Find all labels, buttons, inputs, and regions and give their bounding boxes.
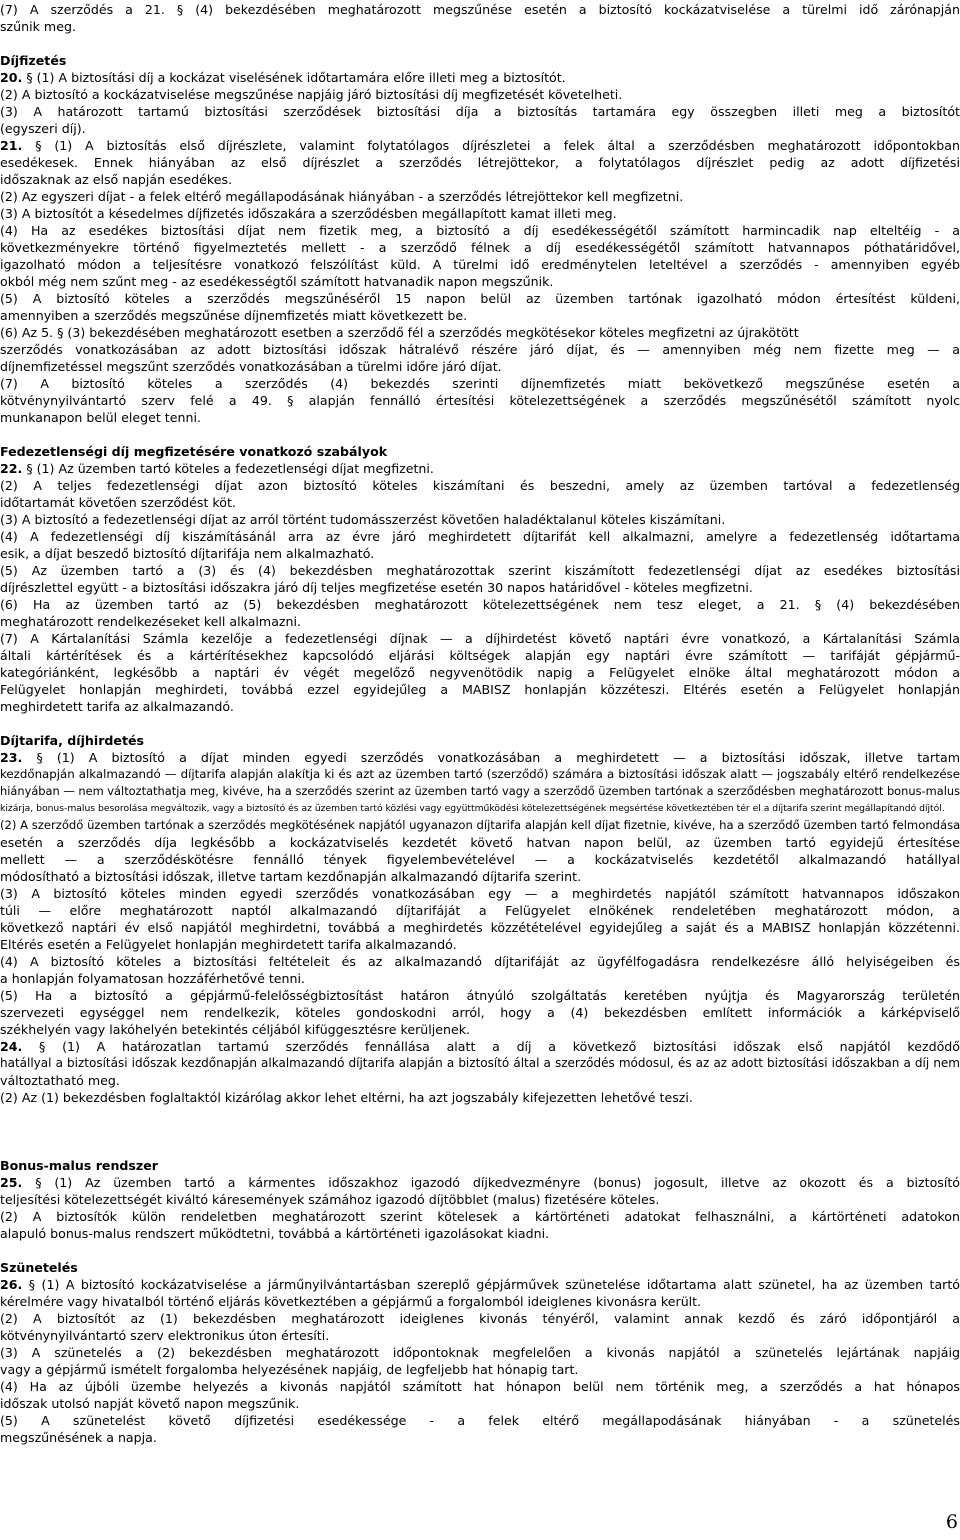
text-line: megszűnésének a napja. (0, 1430, 157, 1445)
text-line: változtatható meg. (0, 1073, 120, 1088)
paragraph-number: 23. (0, 750, 23, 765)
text-line: (5) A biztosító köteles a szerződés megszűnéséről 15 napon belül az üzemben tartónak igazolható módon értesítést küldeni, (0, 291, 960, 306)
text-line: igazolható módon a teljesítésre vonatkozó felszólítást küld. A türelmi idő eredménytelen leteltével a szerződés - amennyiben egyéb (0, 257, 960, 272)
text-line (0, 1174, 960, 1191)
text-line: következményekre történő figyelmeztetés mellett - a szerződő félnek a díj esedékességétől számított hatvannapos póthatáridővel, (0, 240, 960, 255)
text-line: módosítható a biztosítási időszak, illetve tartam kezdőnapján alkalmazandó díjtarifa szerint. (0, 869, 582, 884)
text-line: kezdőnapján alkalmazandó — díjtarifa alapján alakítja ki és azt az üzemben tartó (szerződő) számára a biztosítási időszak alatt — jogszabály eltérő rendelkezése (0, 767, 960, 781)
text-line: időtartamát követően szerződést köt. (0, 495, 236, 510)
section-heading: Díjtarifa, díjhirdetés (0, 733, 145, 748)
text-line: (6) Ha az üzemben tartó az (5) bekezdésben meghatározott kötelezettségének nem tesz eleget, a 21. § (4) bekezdésében (0, 597, 960, 612)
paragraph-number: 20. (0, 70, 23, 85)
text-line: díjrészlettel együtt - a biztosítási időszakra járó díj teljes megfizetése esetén 30 napos határidővel - köteles megfizetni. (0, 580, 753, 595)
section-heading: Bonus-malus rendszer (0, 1158, 158, 1173)
text-line: alapuló bonus-malus rendszert működtetni, továbbá a kártörténeti igazolásokat kiadni. (0, 1226, 550, 1241)
text-line (0, 1276, 960, 1293)
text-line: (4) A fedezetlenségi díj kiszámításánál arra az évre járó meghirdetett díjtarifát kell alkalmazni, amelyre a fedezetlenség időtartama (0, 529, 960, 544)
text-line: szűnik meg. (0, 19, 76, 34)
text-line: (2) A teljes fedezetlenségi díjat azon biztosító köteles kiszámítani és beszedni, amely az üzemben tartóval a fedezetlenség (0, 478, 960, 493)
text-line: (2) A biztosító a kockázatviselése megszűnése napjáig járó biztosítási díj megfizetését követelheti. (0, 87, 623, 102)
text-line: kizárja, bonus-malus besorolása megváltozik, vagy a biztosító és az üzemben tartó közlési vagy együttműködési kötelezettségének megsértése következtében tér el a díjtarifa szerint megállapítandó díjtól. (0, 803, 945, 814)
text-line: (4) Ha az újbóli üzembe helyezés a kivonás napjától számított hat hónapon belül nem történik meg, a szerződés a hat hónapos (0, 1379, 960, 1394)
text-line: (egyszeri díj). (0, 121, 86, 136)
text-line: kérelmére vagy hivatalból történő eljárás következtében a gépjármű a forgalomból ideiglenes kivonásra került. (0, 1294, 702, 1309)
text-line: időszak utolsó napját követő napon megszűnik. (0, 1396, 300, 1411)
text-line: időszaknak az első napján esedékes. (0, 172, 233, 187)
text-line: szervezeti egységgel nem rendelkezik, köteles gondoskodni arról, hogy a (4) bekezdésben említett információk a kárképviselő (0, 1005, 960, 1020)
text-line: (6) Az 5. § (3) bekezdésében meghatározott esetben a szerződő fél a szerződés megkötésekor köteles megfizetni az újrakötött (0, 325, 799, 340)
text-line: okból még nem szűnt meg - az esedékességtől számított hatvanadik napon megszűnik. (0, 274, 554, 289)
text-line: (4) Ha az esedékes biztosítási díjat nem fizetik meg, a biztosító a díj esedékességétől számított harmincadik nap elteltéig - a (0, 223, 960, 238)
page-number: 6 (945, 1511, 958, 1533)
text-line: (3) A biztosítót a késedelmes díjfizetés időszakára a szerződésben megállapított kamat illeti meg. (0, 206, 617, 221)
text-line: esik, a díjat beszedő biztosító díjtarifája nem alkalmazható. (0, 546, 375, 561)
text-line: (7) A biztosító köteles a szerződés (4) bekezdés szerinti díjnemfizetés miatt bekövetkező megszűnése esetén a (0, 376, 960, 391)
text-line: Eltérés esetén a Felügyelet honlapján meghirdetett tarifa alkalmazandó. (0, 937, 457, 952)
text-line: esetén a szerződés díja legkésőbb a kockázatviselés kezdetét követő hatvan napon belül, az üzemben tartó egyidejű értesítése (0, 835, 960, 850)
text-line: amennyiben a szerződés megszűnése díjnemfizetés miatt következett be. (0, 308, 468, 323)
text-line-content: § (1) A határozatlan tartamú szerződés fennállása alatt a díj a következő biztosítási időszak első napjától kezdődő (39, 1039, 960, 1054)
text-line: következő naptári év első napjától meghirdetni, továbbá a meghirdetés közzétételével egyidejűleg a saját és a MABISZ honlapján közzétenni. (0, 920, 960, 935)
text-line: (3) A biztosító köteles minden egyedi szerződés vonatkozásában egy — a meghirdetés napjától számított hatvannapos időszakon (0, 886, 960, 901)
paragraph-number: 26. (0, 1277, 23, 1292)
text-line (0, 137, 960, 154)
text-line (0, 749, 960, 766)
text-line: kötvénynyilvántartó szerv elektronikus úton értesíti. (0, 1328, 330, 1343)
text-line: díjnemfizetéssel megszűnt szerződés vonatkozásában a türelmi időre járó díjat. (0, 359, 502, 374)
text-line (0, 69, 960, 86)
text-line: (3) A szünetelés a (2) bekezdésben meghatározott időpontoknak megfelelően a kivonás napjától a szünetelés lejártának napjáig (0, 1345, 960, 1360)
text-line (0, 1038, 960, 1055)
text-line: (3) A biztosító a fedezetlenségi díjat az arról történt tudomásszerzést követően haladéktalanul köteles kiszámítani. (0, 512, 726, 527)
text-line: meghirdetett tarifa az alkalmazandó. (0, 699, 234, 714)
text-line: a honlapján folyamatosan hozzáférhetővé tenni. (0, 971, 305, 986)
text-line-content: § (1) Az üzemben tartó a kármentes időszakhoz igazodó díjkedvezményre (bonus) jogosult, illetve az okozott és a biztosító (35, 1175, 960, 1190)
text-line: székhelyén vagy lakóhelyén betekintés céljából kifüggesztésre kerüljenek. (0, 1022, 471, 1037)
text-line: túli — előre meghatározott naptól alkalmazandó díjtarifáját a Felügyelet elnökének rendeletében meghatározott módon, a (0, 903, 960, 918)
text-line: esedékesek. Ennek hiányában az első díjrészlet a szerződés létrejöttekor, a folytatólagos díjrészlet pedig az adott díjfizetési (0, 155, 960, 170)
text-line: szerződés vonatkozásában az adott biztosítási időszak hátralévő részére járó díjat, és — amennyiben még nem fizette meg — a (0, 342, 960, 357)
text-line (0, 460, 960, 477)
text-line: (2) Az egyszeri díjat - a felek eltérő megállapodásának hiányában - a szerződés létrejöttekor kell megfizetni. (0, 189, 684, 204)
text-line: (4) A biztosító köteles a biztosítási feltételeit és az alkalmazandó díjtarifáját az ügyfélfogadásra rendelkezésre álló helyiségeiben és (0, 954, 960, 969)
text-line: meghatározott rendelkezéseket kell alkalmazni. (0, 614, 302, 629)
text-line: mellett — a szerződéskötésre fennálló tények figyelembevételével — a kockázatviselés kezdetétől alkalmazandó hatállyal (0, 852, 960, 867)
text-line: (5) Ha a biztosító a gépjármű-felelősségbiztosítást határon átnyúló szolgáltatás keretében nyújtja és Magyarország területén (0, 988, 960, 1003)
paragraph-number: 24. (0, 1039, 23, 1054)
text-line-content: § (1) Az üzemben tartó köteles a fedezetlenségi díjat megfizetni. (26, 461, 434, 476)
text-line: munkanapon belül eleget tenni. (0, 410, 201, 425)
text-line: (2) A biztosítót az (1) bekezdésben meghatározott ideiglenes kivonás tényéről, valamint annak kezdő és záró időpontjáról a (0, 1311, 960, 1326)
text-line-content: § (1) A biztosítási díj a kockázat viselésének időtartamára előre illeti meg a biztosítót. (26, 70, 566, 85)
section-heading: Díjfizetés (0, 53, 67, 68)
text-line: általi kártérítések és a kártérítésekhez kapcsolódó eljárási költségek alapján egy naptári évre számított — tarifáját gépjármű- (0, 648, 960, 663)
text-line-content: § (1) A biztosító kockázatviselése a járműnyilvántartásban szereplő gépjárművek szünetelése időtartama alatt szünetel, ha az üzemben tartó (28, 1277, 960, 1292)
text-line: vagy a gépjármű ismételt forgalomba helyezésének napjáig, de legfeljebb hat hónapig tart. (0, 1362, 579, 1377)
paragraph-number: 25. (0, 1175, 23, 1190)
text-line: (7) A szerződés a 21. § (4) bekezdésében meghatározott megszűnése esetén a biztosító kockázatviselése a türelmi idő zárónapján (0, 2, 960, 17)
text-line: hatállyal a biztosítási időszak kezdőnapján alkalmazandó díjtarifa alapján a biztosító által a szerződés módosul, és az az adott biztosítási időszakban a díj nem (0, 1056, 960, 1070)
text-line: (5) A szünetelést követő díjfizetési esedékessége - a felek eltérő megállapodásának hiányában - a szünetelés (0, 1413, 960, 1428)
text-line: Felügyelet honlapján meghirdeti, továbbá ezzel egyidejűleg a MABISZ honlapján közzéteszi. Eltérés esetén a Felügyelet honlapján (0, 682, 960, 697)
paragraph-number: 22. (0, 461, 23, 476)
text-line: (3) A határozott tartamú biztosítási szerződések biztosítási díja a biztosítás tartamára egy összegben illeti meg a biztosítót (0, 104, 960, 119)
paragraph-number: 21. (0, 138, 23, 153)
text-line: (5) Az üzemben tartó a (3) és (4) bekezdésben meghatározottak szerint kiszámított fedezetlenségi díjat az esedékes biztosítási (0, 563, 960, 578)
text-line-content: § (1) A biztosító a díjat minden egyedi szerződés vonatkozásában a meghirdetett — a biztosítási időszak, illetve tartam (36, 750, 960, 765)
text-line: (7) A Kártalanítási Számla kezelője a fedezetlenségi díjnak — a díjhirdetést követő naptári évre vonatkozó, a Kártalanítási Számla (0, 631, 960, 646)
text-line: (2) A biztosítók külön rendeletben meghatározott szerint kötelesek a kártörténeti adatokat felhasználni, a kártörténeti adatokon (0, 1209, 960, 1224)
section-heading: Fedezetlenségi díj megfizetésére vonatkozó szabályok (0, 444, 388, 459)
text-line: kötvénynyilvántartó szerv felé a 49. § alapján fennálló értesítési kötelezettségének a szerződés megszűnésétől számított nyolc (0, 393, 960, 408)
text-line-content: § (1) A biztosítás első díjrészlete, valamint folytatólagos díjrészletei a felek által a szerződésben meghatározott időpontokban (35, 138, 960, 153)
text-line: (2) A szerződő üzemben tartónak a szerződés megkötésének napjától ugyanazon díjtarifa alapján kell díjat fizetnie, kivéve, ha a szerződő üzemben tartó felmondása (0, 818, 960, 832)
section-heading: Szünetelés (0, 1260, 78, 1275)
text-line: (2) Az (1) bekezdésben foglaltaktól kizárólag akkor lehet eltérni, ha azt jogszabály kifejezetten lehetővé teszi. (0, 1090, 693, 1105)
text-line: kategóriánként, legkésőbb a naptári év végét megelőző negyvenötödik napig a Felügyelet elnöke által meghatározott módon a (0, 665, 960, 680)
text-line: hiányában — nem változtathatja meg, kivéve, ha a szerződés szerint az üzemben tartó vagy a szerződő üzemben tartónak a szerződésben meghatározott bonus-malus (0, 784, 960, 798)
text-line: teljesítési kötelezettségét kiváltó káresemények számához igazodó díjtöbblet (malus) fizetésére köteles. (0, 1192, 660, 1207)
